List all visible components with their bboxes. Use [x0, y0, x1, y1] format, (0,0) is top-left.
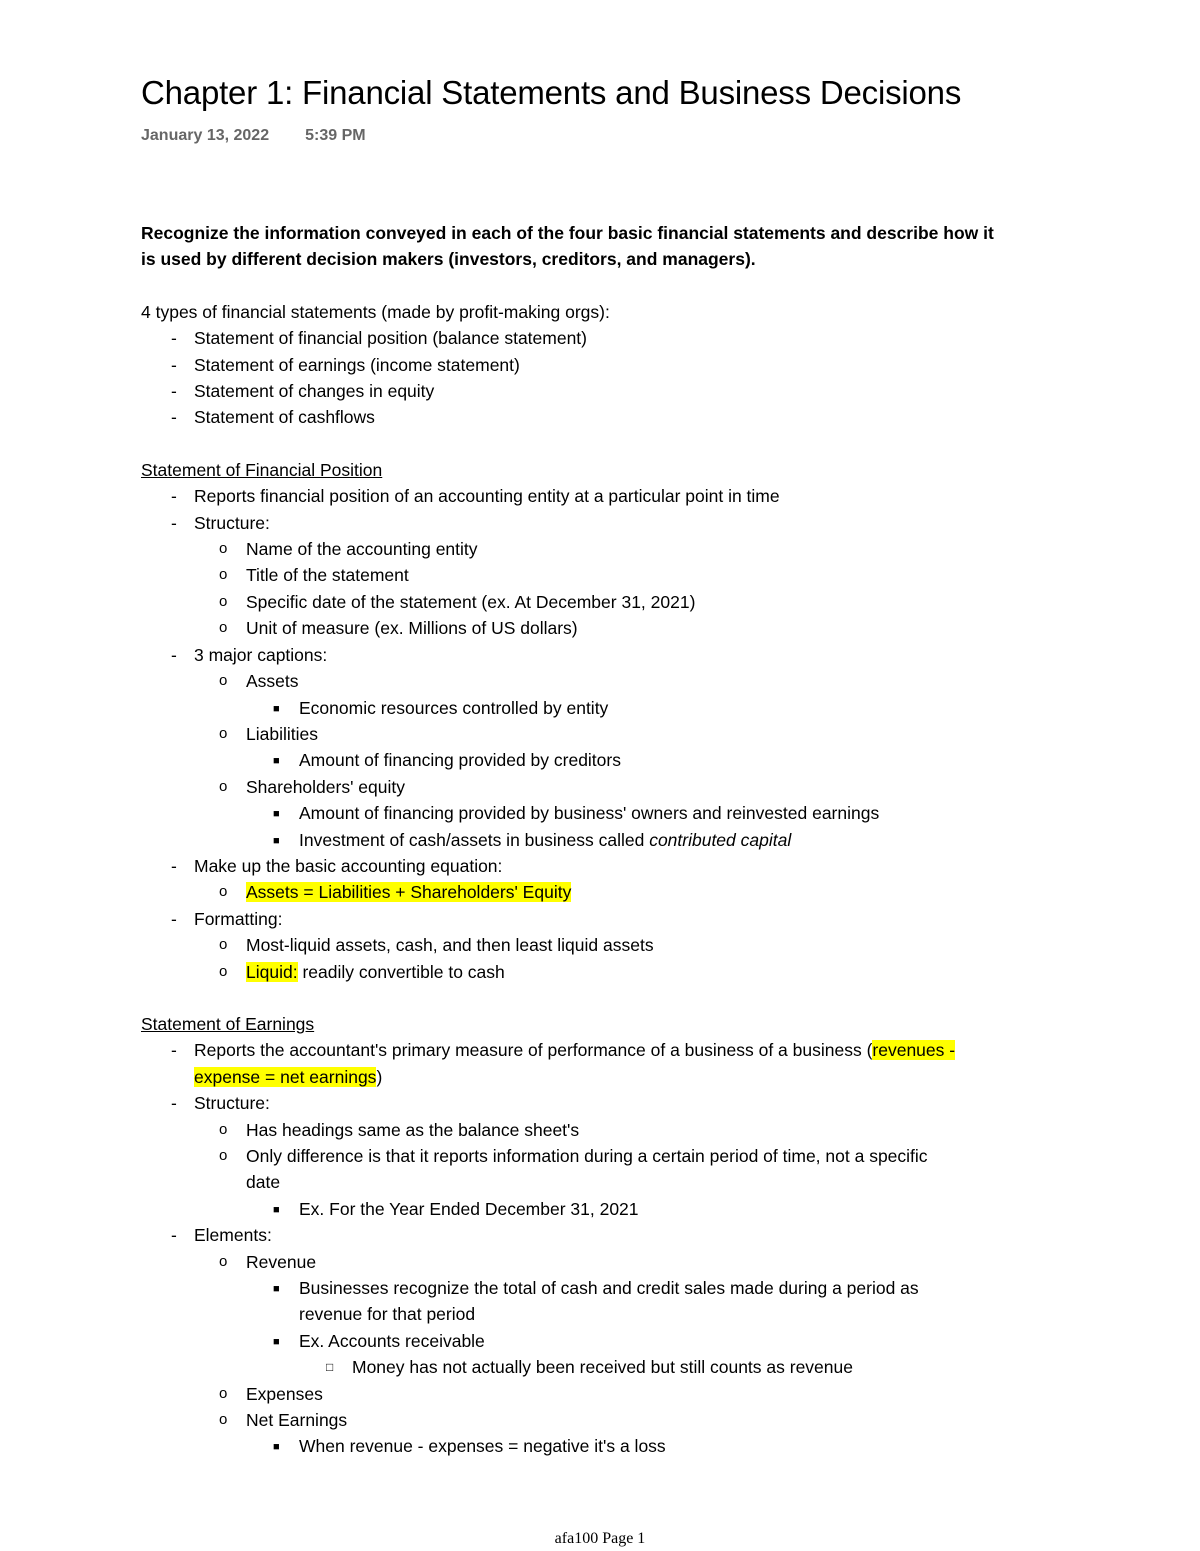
learning-objective-line-1: Recognize the information conveyed in each of the four basic financial statements and describe how it	[141, 223, 994, 243]
list-item: o Specific date of the statement (ex. At December 31, 2021)	[219, 591, 696, 612]
list-item: - Statement of financial position (balance statement)	[171, 328, 587, 349]
page-footer: afa100 Page 1	[554, 1530, 646, 1547]
list-item: ■ Amount of financing provided by creditors	[273, 750, 621, 771]
list-item: ■ When revenue - expenses = negative it's a loss	[273, 1436, 666, 1457]
list-item: o Only difference is that it reports information during a certain period of time, not a specific date	[219, 1146, 928, 1193]
note-time: 5:39 PM	[305, 127, 366, 144]
list-item: □ Money has not actually been received but still counts as revenue	[326, 1357, 853, 1378]
highlighted-formula: expense = net earnings	[194, 1066, 377, 1087]
list-item: - Structure:	[171, 1093, 270, 1114]
highlighted-term: Liquid:	[246, 961, 298, 982]
list-item: - Structure:	[171, 512, 270, 533]
list-item: o Shareholders' equity	[219, 776, 405, 797]
list-item: - Statement of earnings (income statement)	[171, 354, 520, 375]
note-date: January 13, 2022	[141, 127, 270, 144]
list-item: o Name of the accounting entity	[219, 539, 478, 560]
list-item: o Assets	[219, 671, 299, 692]
list-item: o Has headings same as the balance sheet's	[219, 1119, 580, 1140]
list-item: ■ Ex. For the Year Ended December 31, 2021	[273, 1198, 639, 1219]
list-item: o Expenses	[219, 1383, 323, 1404]
list-item: o Net Earnings	[219, 1410, 348, 1431]
list-item: ■ Economic resources controlled by entity	[273, 697, 609, 718]
section-heading-earnings: Statement of Earnings	[141, 1013, 315, 1034]
section-heading-financial-position: Statement of Financial Position	[141, 459, 383, 480]
list-item: o Revenue	[219, 1251, 317, 1272]
list-item: ■ Businesses recognize the total of cash and credit sales made during a period as revenue for that period	[273, 1278, 919, 1325]
list-item: - 3 major captions:	[171, 644, 328, 665]
list-item: ■ Ex. Accounts receivable	[273, 1330, 485, 1351]
list-item: - Reports financial position of an accounting entity at a particular point in time	[171, 486, 780, 507]
list-item: o Liquid: readily convertible to cash	[219, 961, 505, 982]
note-metadata	[141, 127, 366, 145]
list-item: o Liabilities	[219, 723, 318, 744]
list-item: - Formatting:	[171, 908, 283, 929]
list-item: o Most-liquid assets, cash, and then least liquid assets	[219, 935, 654, 956]
list-item: o Title of the statement	[219, 565, 409, 586]
list-item: ■ Investment of cash/assets in business called contributed capital	[273, 829, 792, 850]
highlighted-equation: Assets = Liabilities + Shareholders' Equity	[246, 882, 572, 903]
earnings-list	[141, 1037, 1061, 1460]
list-item: - Statement of cashflows	[171, 407, 375, 428]
page-title: Chapter 1: Financial Statements and Business Decisions	[141, 74, 962, 111]
financial-position-list	[141, 483, 1061, 985]
note-body	[141, 220, 1061, 1460]
highlighted-formula: revenues -	[872, 1040, 956, 1061]
learning-objective	[141, 220, 1061, 273]
list-item: ■ Amount of financing provided by business' owners and reinvested earnings	[273, 803, 880, 824]
learning-objective-line-2: is used by different decision makers (investors, creditors, and managers).	[141, 249, 756, 270]
list-item: - Make up the basic accounting equation:	[171, 855, 503, 876]
list-item: - Statement of changes in equity	[171, 381, 435, 402]
types-list	[141, 325, 1061, 431]
list-item: o Unit of measure (ex. Millions of US dollars)	[219, 618, 578, 639]
types-intro: 4 types of financial statements (made by profit-making orgs):	[141, 301, 610, 322]
list-item: o Assets = Liabilities + Shareholders' Equity	[219, 882, 572, 903]
list-item: - Reports the accountant's primary measure of performance of a business of a business (revenues - expense = net earnings)	[171, 1040, 956, 1087]
list-item: - Elements:	[171, 1225, 272, 1246]
